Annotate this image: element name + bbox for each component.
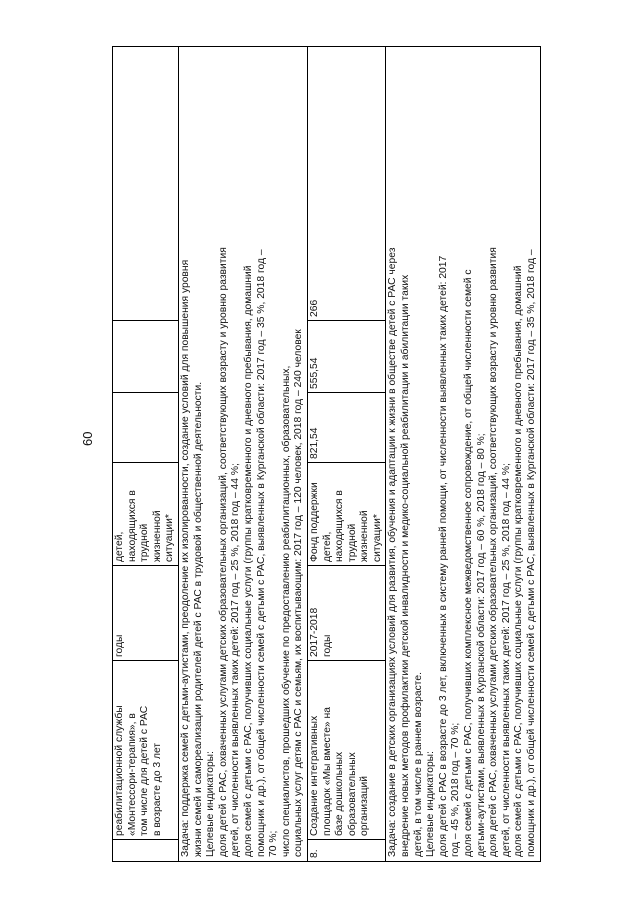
page-number: 60 bbox=[80, 431, 95, 446]
task-block-row bbox=[178, 47, 307, 862]
text-line: помощник и др.), от общей численности семей с детьми с РАС, выявленных в Курганской области: 2017 год – 35 %, 2018 год – bbox=[526, 249, 537, 857]
value-total-cell bbox=[113, 393, 179, 463]
value-total-cell: 821,54 bbox=[307, 393, 386, 463]
text-line: доля семей с детьми с РАС, получивших социальные услуги (группы кратковременного и дневного пребывания, домашний bbox=[242, 265, 254, 857]
text-line: детей, от численности выявленных таких детей: 2017 год – 25 %, 2018 год – 44 %; bbox=[500, 463, 512, 857]
text-line: Целевые индикаторы: bbox=[205, 751, 217, 857]
value-2017-cell bbox=[113, 321, 179, 393]
cell-line: находящихся в bbox=[126, 490, 138, 562]
row-number-cell: 8. bbox=[307, 840, 386, 862]
cell-line: жизненной bbox=[151, 510, 163, 562]
text-line: помощник и др.), от общей численности семей с детьми с РАС, выявленных в Курганской области: 2017 год – 35 %, 2018 год – bbox=[255, 249, 267, 857]
value-2018-cell bbox=[113, 47, 179, 321]
cell-line: в возрасте до 3 лет bbox=[151, 742, 163, 836]
text-line: Задача: поддержка семей с детьми-аутистами, преодоление их изолированности, создание условий для повышения уровня bbox=[179, 259, 191, 857]
program-table bbox=[112, 46, 541, 862]
cell-line: площадок «Мы вместе» на bbox=[321, 707, 333, 836]
cell-line: образовательных bbox=[346, 752, 358, 836]
table-row-continued bbox=[113, 47, 179, 862]
cell-line: базе дошкольных bbox=[334, 751, 346, 836]
text-line: доля детей с РАС, охваченных услугами детских образовательных организаций, соответствующих возрасту и уровню развития bbox=[217, 247, 229, 857]
period-cell bbox=[307, 566, 386, 661]
text-line: Задача: создание в детских организациях условий для развития, обучения и адаптации к жизни в обществе детей с РАС через bbox=[387, 247, 399, 857]
cell-line: организаций bbox=[359, 776, 371, 836]
cell-line: трудной bbox=[346, 523, 358, 562]
cell-line: Фонд поддержки bbox=[308, 482, 320, 562]
text-line: доля семей с детьми с РАС, получивших социальные услуги (группы кратковременного и дневного пребывания, домашний bbox=[513, 265, 525, 857]
text-line: доля детей с РАС в возрасте до 3 лет, включенных в систему ранней помощи, от численности выявленных таких детей: 2017 bbox=[437, 255, 449, 857]
cell-line: годы bbox=[321, 634, 333, 657]
text-line: доля детей с РАС, охваченных услугами детских образовательных организаций, соответствующих возрасту и уровню развития bbox=[488, 247, 500, 857]
cell-line: Создание интегративных bbox=[308, 715, 320, 836]
cell-line: том числе для детей с РАС bbox=[139, 705, 151, 836]
cell-line: жизненной bbox=[359, 510, 371, 562]
text-line: социальных услуг детям с РАС и семьям, их воспитывающим: 2017 год – 120 человек, 2018 год – 240 человек bbox=[293, 329, 305, 857]
task-block-row bbox=[386, 47, 540, 862]
value-2018-cell: 266 bbox=[307, 47, 386, 321]
measure-name-cell bbox=[113, 661, 179, 840]
table-row bbox=[307, 47, 386, 862]
cell-line: «Монтессори-терапия», в bbox=[126, 713, 138, 836]
text-line: жизни семей и самореализации родителей детей с РАС в трудовой и общественной деятельности. bbox=[192, 381, 204, 857]
row-number-cell bbox=[113, 840, 179, 862]
measure-name-cell bbox=[307, 661, 386, 840]
text-line: детьми-аутистами, выявленных в Курганской области: 2017 год – 60 %, 2018 год – 80 %; bbox=[475, 433, 487, 857]
cell-line: трудной bbox=[139, 523, 151, 562]
cell-line: ситуации* bbox=[371, 514, 383, 562]
cell-line: детей, bbox=[114, 531, 125, 562]
cell-line: 2017-2018 bbox=[308, 607, 320, 657]
text-line: детей, в том числе в раннем возрасте. bbox=[412, 672, 424, 857]
cell-line: детей, bbox=[321, 531, 333, 562]
text-line: детей, от численности выявленных таких детей: 2017 год – 25 %, 2018 год – 44 %; bbox=[230, 463, 242, 857]
cell-line: находящихся в bbox=[334, 490, 346, 562]
executor-cell bbox=[113, 463, 179, 566]
rotated-page-content bbox=[112, 47, 602, 862]
executor-cell bbox=[307, 463, 386, 566]
text-line: внедрение новых методов профилактики детской инвалидности и медико-социальной реабилитации и абилитации таких bbox=[400, 274, 412, 857]
text-line: число специалистов, прошедших обучение по предоставлению реабилитационных, образовательных, bbox=[280, 365, 292, 857]
period-cell: годы bbox=[113, 566, 179, 661]
cell-line: реабилитационной службы bbox=[114, 705, 125, 836]
cell-line: ситуации* bbox=[164, 514, 176, 562]
text-line: доля семей с детьми с РАС, получивших комплексное межведомственное сопровождение, от общей численности семей с bbox=[463, 269, 475, 857]
text-line: 70 %; bbox=[268, 830, 280, 857]
text-line: год – 45 %, 2018 год – 70 %; bbox=[450, 722, 462, 857]
task-block-cell bbox=[178, 47, 307, 862]
value-2017-cell: 555,54 bbox=[307, 321, 386, 393]
text-line: Целевые индикаторы: bbox=[425, 751, 437, 857]
task-block-cell bbox=[386, 47, 540, 862]
